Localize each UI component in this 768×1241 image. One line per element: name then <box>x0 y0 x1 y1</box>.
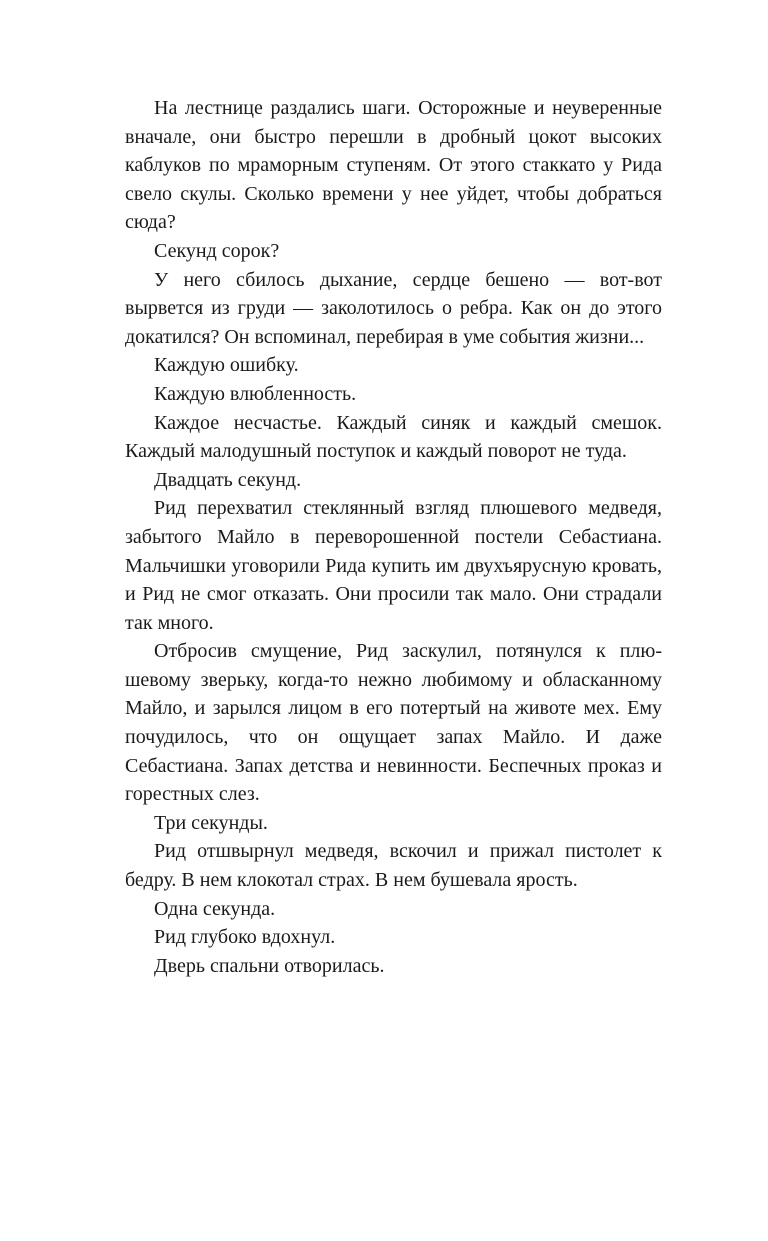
paragraph-7: Двадцать секунд. <box>154 468 302 491</box>
paragraph-13: Рид глубоко вдохнул. <box>154 926 336 949</box>
page-body <box>125 94 662 980</box>
paragraph-4: Каждую ошибку. <box>154 354 299 377</box>
paragraph-14: Дверь спальни отворилась. <box>154 954 385 977</box>
paragraph-3: У него сбилось дыхание, сердце бешено — вот-вот вырвется из груди — заколотилось о ребра. Как он до этого докатился? Он вспоминал, перебирая в уме события жизни... <box>125 268 662 348</box>
paragraph-12: Одна секунда. <box>154 897 276 920</box>
paragraph-10: Три секунды. <box>154 811 268 834</box>
paragraph-1: На лестнице раздались шаги. Осторожные и неуверенные вначале, они быстро перешли в дробный цокот высоких каблуков по мраморным ступеням. От этого стаккато у Рида свело скулы. Сколько времени у нее уйдет, чтобы добраться сюда? <box>125 97 662 234</box>
paragraph-8: Рид перехватил стеклянный взгляд плюшевого медведя, забытого Майло в переворошенной постели Себастиана. Мальчишки уговорили Рида купить им двухъярусную кровать, и Рид не смог отказать. Они просили так мало. Они страдали так много. <box>125 497 662 634</box>
paragraph-2: Секунд сорок? <box>154 239 280 262</box>
paragraph-6: Каждое несчастье. Каждый синяк и каждый смешок. Каждый малодушный поступок и каждый поворот не туда. <box>125 411 662 463</box>
paragraph-11: Рид отшвырнул медведя, вскочил и прижал пистолет к бедру. В нем клокотал страх. В нем бушевала ярость. <box>125 840 662 892</box>
paragraph-5: Каждую влюбленность. <box>154 382 357 405</box>
paragraph-9: Отбросив смущение, Рид заскулил, потянулся к плюшевому зверьку, когда-то нежно любимому и обласканному Майло, и зарылся лицом в его потертый на животе мех. Ему почудилось, что он ощущает запах Майло. И даже Себастиана. Запах детства и невинности. Беспечных проказ и горестных слез. <box>125 640 662 806</box>
